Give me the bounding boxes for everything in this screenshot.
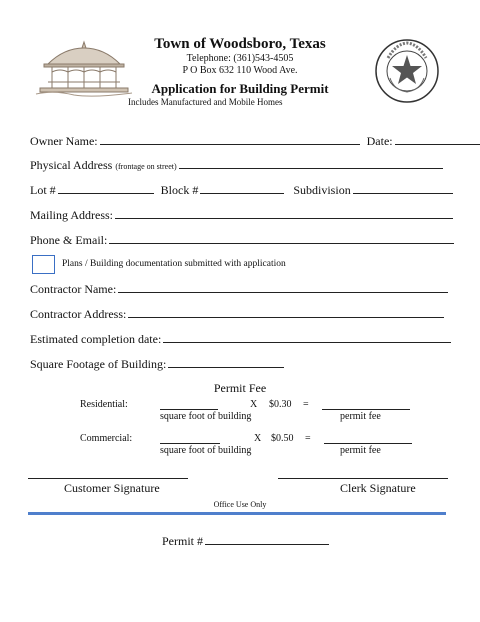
phone-email-field[interactable] (109, 233, 454, 244)
residential-sqft-caption: square foot of building (160, 411, 252, 422)
square-footage-label: Square Footage of Building: (30, 357, 167, 371)
lot-block-row (30, 183, 453, 198)
contractor-name-field[interactable] (118, 282, 448, 293)
residential-rate: $0.30 (269, 399, 292, 410)
contractor-name-row (30, 282, 448, 297)
contractor-address-field[interactable] (128, 307, 444, 318)
block-label: Block # (160, 183, 199, 197)
permit-number-row (162, 534, 329, 549)
completion-date-label: Estimated completion date: (30, 332, 162, 346)
town-name: Town of Woodsboro, Texas (154, 36, 326, 52)
mailing-address-label: Mailing Address: (30, 208, 113, 222)
commercial-equals: = (305, 433, 311, 444)
owner-name-field[interactable] (100, 134, 360, 145)
commercial-fee-field[interactable] (324, 434, 412, 444)
physical-address-note: (frontage on street) (115, 162, 177, 171)
square-footage-row (30, 357, 284, 372)
office-use-label: Office Use Only (213, 500, 267, 509)
contractor-name-label: Contractor Name: (30, 282, 117, 296)
phone-email-row (30, 233, 454, 248)
date-label: Date: (366, 134, 393, 148)
residential-equals: = (303, 399, 309, 410)
completion-date-field[interactable] (163, 332, 451, 343)
residential-multiply: X (250, 399, 258, 410)
subdivision-field[interactable] (353, 183, 453, 194)
block-field[interactable] (200, 183, 284, 194)
residential-fee-caption: permit fee (340, 411, 381, 422)
mailing-address-field[interactable] (115, 208, 453, 219)
plans-checkbox[interactable] (32, 255, 55, 274)
residential-sqft-field[interactable] (160, 400, 218, 410)
square-footage-field[interactable] (168, 357, 284, 368)
phone-email-label: Phone & Email: (30, 233, 108, 247)
mailing-address-header: P O Box 632 110 Wood Ave. (182, 65, 298, 76)
lot-label: Lot # (30, 183, 56, 197)
subdivision-label: Subdivision (293, 183, 351, 197)
permit-number-field[interactable] (205, 534, 329, 545)
customer-signature-line[interactable] (28, 477, 188, 479)
owner-name-label: Owner Name: (30, 134, 98, 148)
commercial-fee-caption: permit fee (340, 445, 381, 456)
physical-address-label: Physical Address (30, 158, 113, 172)
commercial-multiply: X (254, 433, 262, 444)
residential-fee-field[interactable] (322, 400, 410, 410)
office-divider (28, 512, 446, 515)
permit-fee-title: Permit Fee (213, 381, 267, 395)
permit-number-label: Permit # (162, 534, 203, 548)
lot-field[interactable] (58, 183, 154, 194)
date-field[interactable] (395, 134, 480, 145)
clerk-signature-label: Clerk Signature (340, 481, 416, 495)
form-title: Application for Building Permit (151, 81, 329, 96)
physical-address-field[interactable] (179, 158, 443, 169)
customer-signature-label: Customer Signature (64, 481, 160, 495)
contractor-address-label: Contractor Address: (30, 307, 127, 321)
contractor-address-row (30, 307, 444, 322)
commercial-rate: $0.50 (271, 433, 294, 444)
physical-address-row (30, 158, 443, 173)
telephone: Telephone: (361)543-4505 (186, 53, 294, 64)
owner-name-row (30, 134, 480, 149)
commercial-sqft-caption: square foot of building (160, 445, 252, 456)
residential-label: Residential: (80, 399, 128, 410)
commercial-sqft-field[interactable] (160, 434, 220, 444)
completion-date-row (30, 332, 451, 347)
form-subtitle: Includes Manufactured and Mobile Homes (128, 97, 283, 107)
plans-checkbox-label: Plans / Building documentation submitted with application (62, 259, 286, 269)
mailing-address-row (30, 208, 453, 223)
commercial-label: Commercial: (80, 433, 133, 444)
clerk-signature-line[interactable] (278, 477, 448, 479)
